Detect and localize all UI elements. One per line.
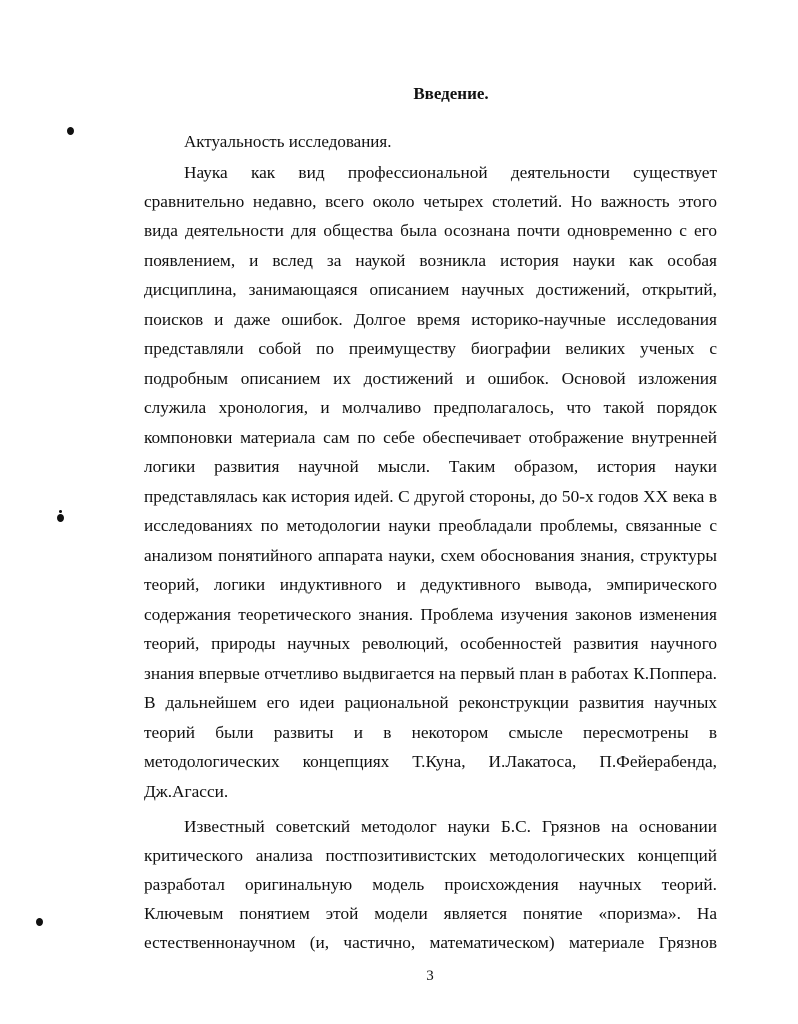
text-line: знания впервые отчетливо выдвигается на первый план в работах К.Поппера. — [144, 664, 717, 683]
text-line: логики развития научной мысли. Таким образом, история науки — [144, 457, 717, 476]
scan-speck-mark — [36, 918, 43, 926]
text-line: Ключевым понятием этой модели является понятие «поризма». На — [144, 904, 717, 923]
text-line: служила хронология, и молчаливо предполагалось, что такой порядок — [144, 398, 717, 417]
text-line: разработал оригинальную модель происхождения научных теорий. — [144, 875, 717, 894]
scan-speck-mark — [59, 510, 62, 513]
text-line: содержания теоретического знания. Проблема изучения законов изменения — [144, 605, 717, 624]
text-line: поисков и даже ошибок. Долгое время историко-научные исследования — [144, 310, 717, 329]
text-line: методологических концепциях Т.Куна, И.Лакатоса, П.Фейерабенда, — [144, 752, 717, 771]
scan-speck-mark — [57, 514, 64, 522]
page-title: Введение. — [413, 84, 489, 103]
text-line: теорий, природы научных революций, особенностей развития научного — [144, 634, 717, 653]
text-line: вида деятельности для общества была осознана почти одновременно с его — [144, 221, 717, 240]
text-line: представляли собой по преимуществу биографии великих ученых с — [144, 339, 717, 358]
text-line: анализом понятийного аппарата науки, схем обоснования знания, структуры — [144, 546, 717, 565]
text-line: компоновки материала сам по себе обеспечивает отображение внутренней — [144, 428, 717, 447]
scan-speck-mark — [67, 127, 74, 135]
text-line: подробным описанием их достижений и ошибок. Основой изложения — [144, 369, 717, 388]
text-line: критического анализа постпозитивистских методологических концепций — [144, 846, 717, 865]
text-line: появлением, и вслед за наукой возникла история науки как особая — [144, 251, 717, 270]
text-line: сравнительно недавно, всего около четырех столетий. Но важность этого — [144, 192, 717, 211]
text-line: представлялась как история идей. С другой стороны, до 50-х годов XX века в — [144, 487, 717, 506]
text-line: Известный советский методолог науки Б.С. Грязнов на основании — [184, 817, 717, 836]
text-line: исследованиях по методологии науки преобладали проблемы, связанные с — [144, 516, 717, 535]
section-heading: Актуальность исследования. — [184, 132, 392, 151]
text-line: теорий были развиты и в некотором смысле пересмотрены в — [144, 723, 717, 742]
text-line: теорий, логики индуктивного и дедуктивного вывода, эмпирического — [144, 575, 717, 594]
text-line: Наука как вид профессиональной деятельности существует — [184, 163, 717, 182]
page-number: 3 — [426, 968, 434, 984]
text-line: В дальнейшем его идеи рациональной реконструкции развития научных — [144, 693, 717, 712]
text-line: Дж.Агасси. — [144, 782, 229, 801]
text-line: естественнонаучном (и, частично, математическом) материале Грязнов — [144, 933, 717, 952]
text-line: дисциплина, занимающаяся описанием научных достижений, открытий, — [144, 280, 717, 299]
